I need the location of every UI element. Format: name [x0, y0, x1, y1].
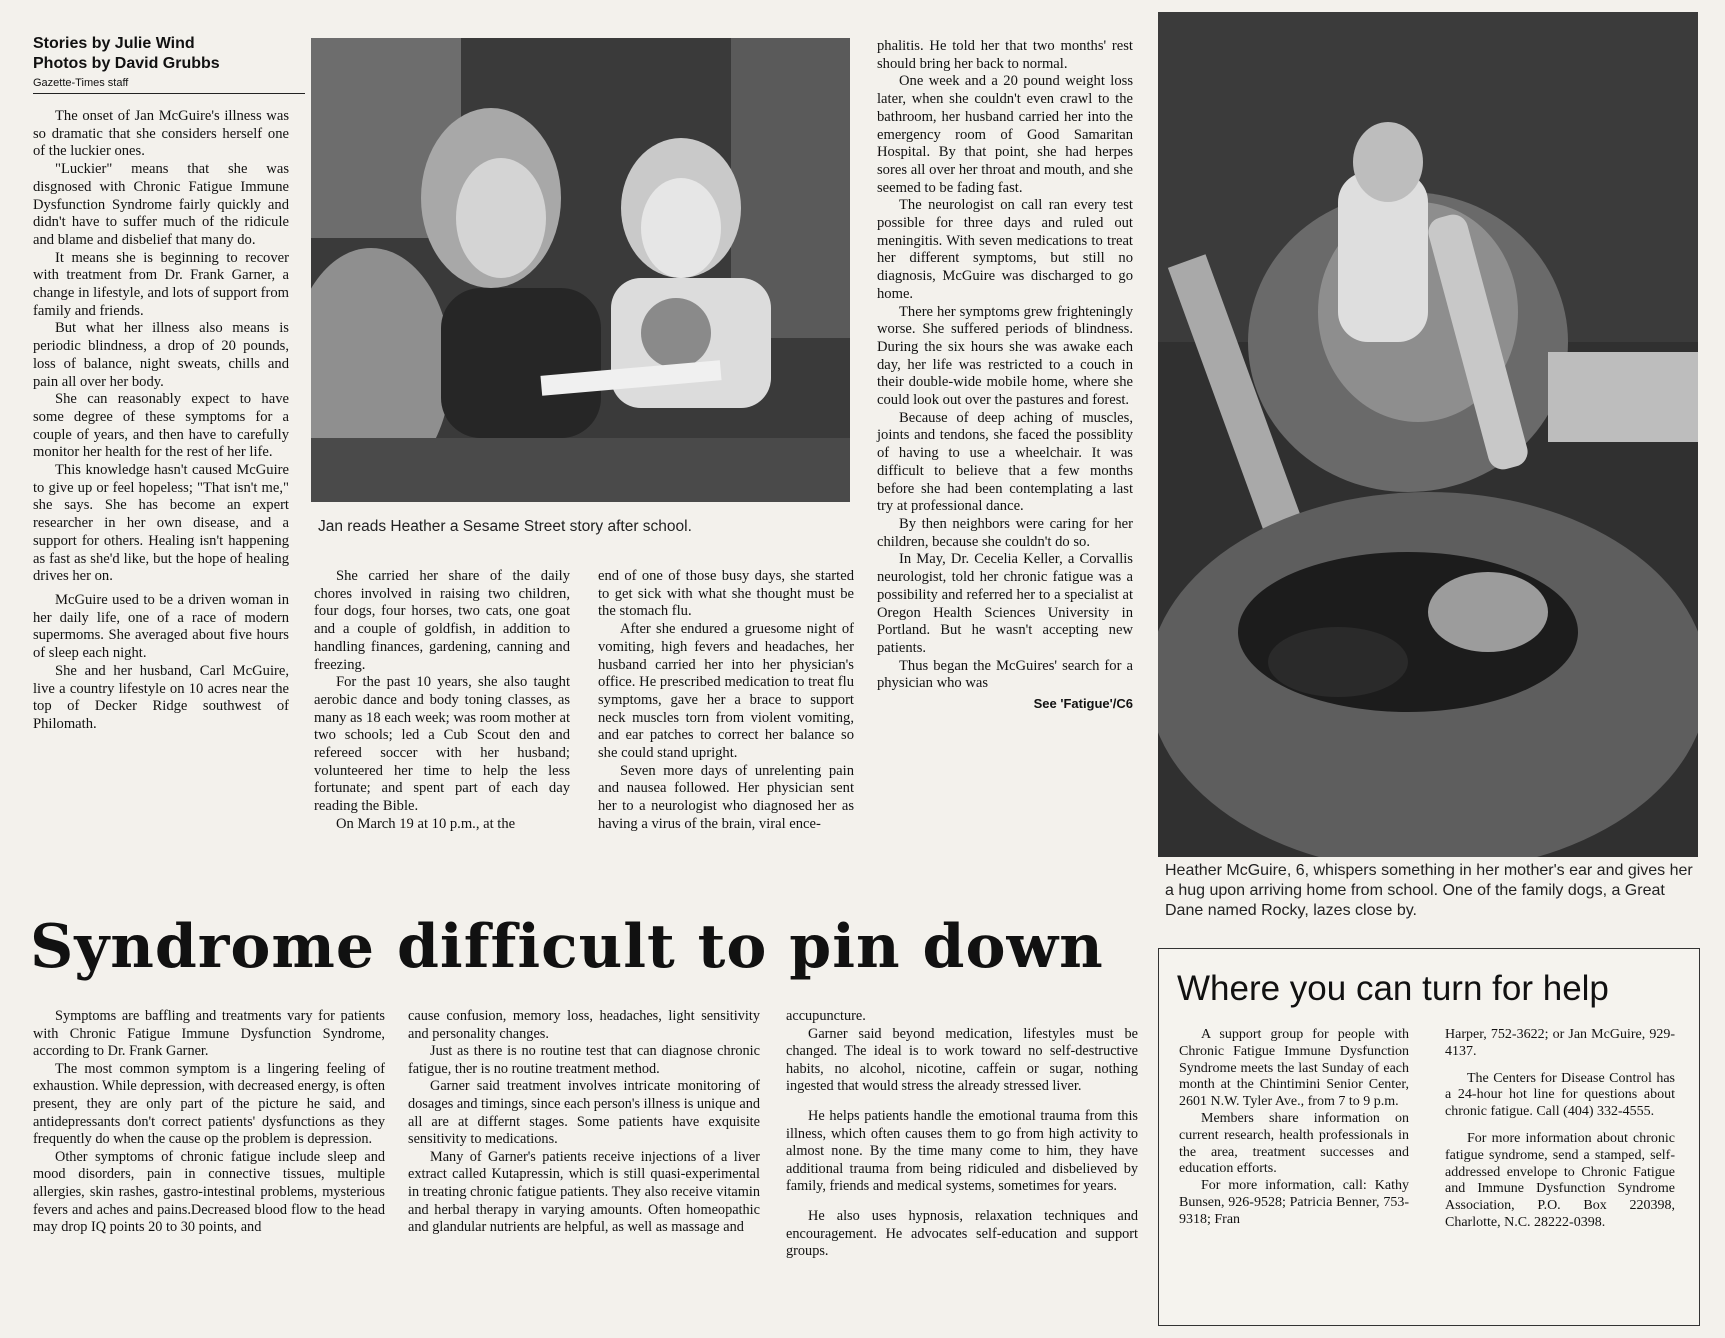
story-column-3	[598, 568, 854, 834]
photo-illustration	[311, 38, 850, 502]
paragraph: For more information, call: Kathy Bunsen, 926-9528; Patricia Benner, 753-9318; Fran	[1179, 1178, 1409, 1227]
byline-stories: Stories by Julie Wind	[33, 35, 195, 52]
paragraph: The neurologist on call ran every test possible for three days and ruled out meningitis. With seven medications to treat her different symptoms, but still no diagnosis, McGuire was discharged to go home.	[877, 197, 1133, 302]
story-column-1	[33, 108, 289, 734]
paragraph: She can reasonably expect to have some degree of these symptoms for a couple of years, and then have to carefully monitor her health for the rest of her life.	[33, 391, 289, 461]
paragraph: It means she is beginning to recover with treatment from Dr. Frank Garner, a change in lifestyle, and lots of support from family and friends.	[33, 249, 289, 319]
sidebar-story-column-1	[33, 1008, 385, 1237]
byline-rule	[33, 93, 305, 94]
byline	[33, 34, 305, 94]
paragraph: In May, Dr. Cecelia Keller, a Corvallis neurologist, told her chronic fatigue was a possibility and referred her to a specialist at Oregon Health Sciences University in Portland. But he wasn't accepting new patients.	[877, 551, 1133, 656]
paragraph: phalitis. He told her that two months' rest should bring her back to normal.	[877, 38, 1133, 72]
paragraph: This knowledge hasn't caused McGuire to give up or feel hopeless; "That isn't me," she says. She has become an expert researcher in her own disease, and a support for others. Healing isn't happening as fast as she'd like, but the hope of healing drives her on.	[33, 462, 289, 585]
paragraph: Garner said beyond medication, lifestyles must be changed. The ideal is to work toward no self-destructive habits, no alcohol, nicotine, caffein or sugar, nothing ingested that would stress the already stressed liver.	[786, 1025, 1138, 1095]
paragraph: Thus began the McGuires' search for a physician who was	[877, 657, 1133, 692]
photo-illustration	[1158, 12, 1698, 857]
paragraph: There her symptoms grew frighteningly worse. She suffered periods of blindness. During the six hours she was awake each day, her life was restricted to a couch in their double-wide mobile home, where she could look out over the pastures and forest.	[877, 303, 1133, 409]
help-column-b	[1445, 1027, 1675, 1232]
paragraph: The most common symptom is a lingering feeling of exhaustion. While depression, with decreased energy, is often present, they are only part of the picture he said, and antidepressants don't correct patients' dysfunctions as they frequently do when the cause op the problem is depression.	[33, 1060, 385, 1148]
paragraph: He also uses hypnosis, relaxation techniques and encouragement. He advocates self-education and support groups.	[786, 1207, 1138, 1260]
paragraph: But what her illness also means is periodic blindness, a drop of 20 pounds, loss of balance, night sweats, chills and pain all over her body.	[33, 320, 289, 390]
byline-photos: Photos by David Grubbs	[33, 55, 220, 72]
photo-heather-hugging-mother	[1158, 12, 1698, 857]
paragraph: Symptoms are baffling and treatments vary for patients with Chronic Fatigue Immune Dysfunction Syndrome, according to Dr. Frank Garner.	[33, 1008, 385, 1060]
paragraph: end of one of those busy days, she started to get sick with what she thought must be the stomach flu.	[598, 568, 854, 620]
caption-left-photo: Jan reads Heather a Sesame Street story after school.	[318, 518, 692, 535]
paragraph: Other symptoms of chronic fatigue include sleep and mood disorders, pain in connective tissues, multiple allergies, skin rashes, gastro-intestinal problems, mysterious fevers and aches and pains.Decreased blood flow to the head may drop IQ points 20 to 30 points, and	[33, 1148, 385, 1236]
photo-jan-and-heather-reading	[311, 38, 850, 502]
paragraph: The Centers for Disease Control has a 24-hour hot line for questions about chronic fatigue. Call (404) 332-4555.	[1445, 1070, 1675, 1120]
paragraph: After she endured a gruesome night of vomiting, high fevers and headaches, her husband carried her into her physician's office. He prescribed medication to treat flu symptoms, gave her a brace to support neck muscles torn from violent vomiting, and ear patches to correct her balance so she could stand upright.	[598, 621, 854, 762]
caption-right-photo: Heather McGuire, 6, whispers something in her mother's ear and gives her a hug upon arriving home from school. One of the family dogs, a Great Dane named Rocky, lazes close by.	[1165, 862, 1693, 919]
byline-staff: Gazette-Times staff	[33, 77, 129, 89]
sidebar-story-column-2	[408, 1008, 760, 1237]
paragraph: McGuire used to be a driven woman in her daily life, one of a race of modern supermoms. She averaged about five hours of sleep each night.	[33, 591, 289, 662]
paragraph: Because of deep aching of muscles, joints and tendons, she faced the possiblity of having to use a wheelchair. It was difficult to believe that a few months before she had been contemplating a last try at professional dance.	[877, 409, 1133, 515]
sidebar-story-column-3	[786, 1008, 1138, 1261]
paragraph: For more information about chronic fatigue syndrome, send a stamped, self-addressed envelope to Chronic Fatigue and Immune Dysfunction Syndrome Association, P.O. Box 220398, Charlotte, N.C. 28222-0398.	[1445, 1130, 1675, 1230]
paragraph: By then neighbors were caring for her children, because she couldn't do so.	[877, 515, 1133, 550]
story-column-2	[314, 568, 570, 834]
paragraph: One week and a 20 pound weight loss later, when she couldn't even crawl to the bathroom, her husband carried her into the emergency room of Good Samaritan Hospital. By that point, she had herpes sores all over her throat and mouth, and she seemed to be fading fast.	[877, 73, 1133, 196]
paragraph: She carried her share of the daily chores involved in raising two children, four dogs, four horses, two cats, one goat and a couple of goldfish, in addition to handling finances, gardening, canning and freezing.	[314, 568, 570, 673]
paragraph: For the past 10 years, she also taught aerobic dance and body toning classes, as many as 18 each week; was room mother at two schools; led a Cub Scout den and refereed soccer with her husband; volunteered her time to help the less fortunate; and spent part of each day reading the Bible.	[314, 674, 570, 815]
help-box	[1158, 948, 1700, 1326]
paragraph: Harper, 752-3622; or Jan McGuire, 929-4137.	[1445, 1027, 1675, 1059]
story-column-4	[877, 38, 1133, 713]
paragraph: Just as there is no routine test that can diagnose chronic fatigue, ther is no routine treatment method.	[408, 1043, 760, 1077]
paragraph: The onset of Jan McGuire's illness was so dramatic that she considers herself one of the luckier ones.	[33, 108, 289, 160]
paragraph: Seven more days of unrelenting pain and nausea followed. Her physician sent her to a neurologist who diagnosed her as having a virus of the brain, viral ence-	[598, 762, 854, 832]
paragraph: A support group for people with Chronic Fatigue Immune Dysfunction Syndrome meets the last Sunday of each month at the Chintimini Senior Center, 2601 N.W. Tyler Ave., from 7 to 9 p.m.	[1179, 1027, 1409, 1110]
paragraph: cause confusion, memory loss, headaches, light sensitivity and personality changes.	[408, 1008, 760, 1042]
paragraph: He helps patients handle the emotional trauma from this illness, which often causes them to go from high activity to almost none. By the time many come to him, they have additional trauma from being ridiculed and disbelieved by family, friends and medical systems, sometimes for years.	[786, 1107, 1138, 1195]
paragraph: On March 19 at 10 p.m., at the	[336, 815, 516, 832]
paragraph: Garner said treatment involves intricate monitoring of dosages and timings, since each person's illness is unique and all are at differnt stages. Some patients have exquisite sensitivity to medications.	[408, 1078, 760, 1148]
paragraph: Many of Garner's patients receive injections of a liver extract called Kutapressin, which is still quasi-experimental in treating chronic fatigue patients. They also receive vitamin and herbal therapy in varying amounts. Often homeopathic and glandular nutrients are helpful, as well as massage and	[408, 1148, 760, 1236]
help-column-a	[1179, 1027, 1409, 1229]
paragraph: Members share information on current research, health professionals in the area, treatment successes and education efforts.	[1179, 1110, 1409, 1177]
headline: Syndrome difficult to pin down	[30, 912, 1104, 982]
paragraph: "Luckier" means that she was disgnosed with Chronic Fatigue Immune Dysfunction Syndrome fairly quickly and didn't have to suffer much of the ridicule and blame and disbelief that many do.	[33, 161, 289, 248]
paragraph: She and her husband, Carl McGuire, live a country lifestyle on 10 acres near the top of Decker Ridge southwest of Philomath.	[33, 662, 289, 732]
help-box-title: Where you can turn for help	[1177, 969, 1609, 1008]
paragraph: accupuncture.	[786, 1008, 866, 1024]
jump-reference: See 'Fatigue'/C6	[1033, 696, 1133, 712]
